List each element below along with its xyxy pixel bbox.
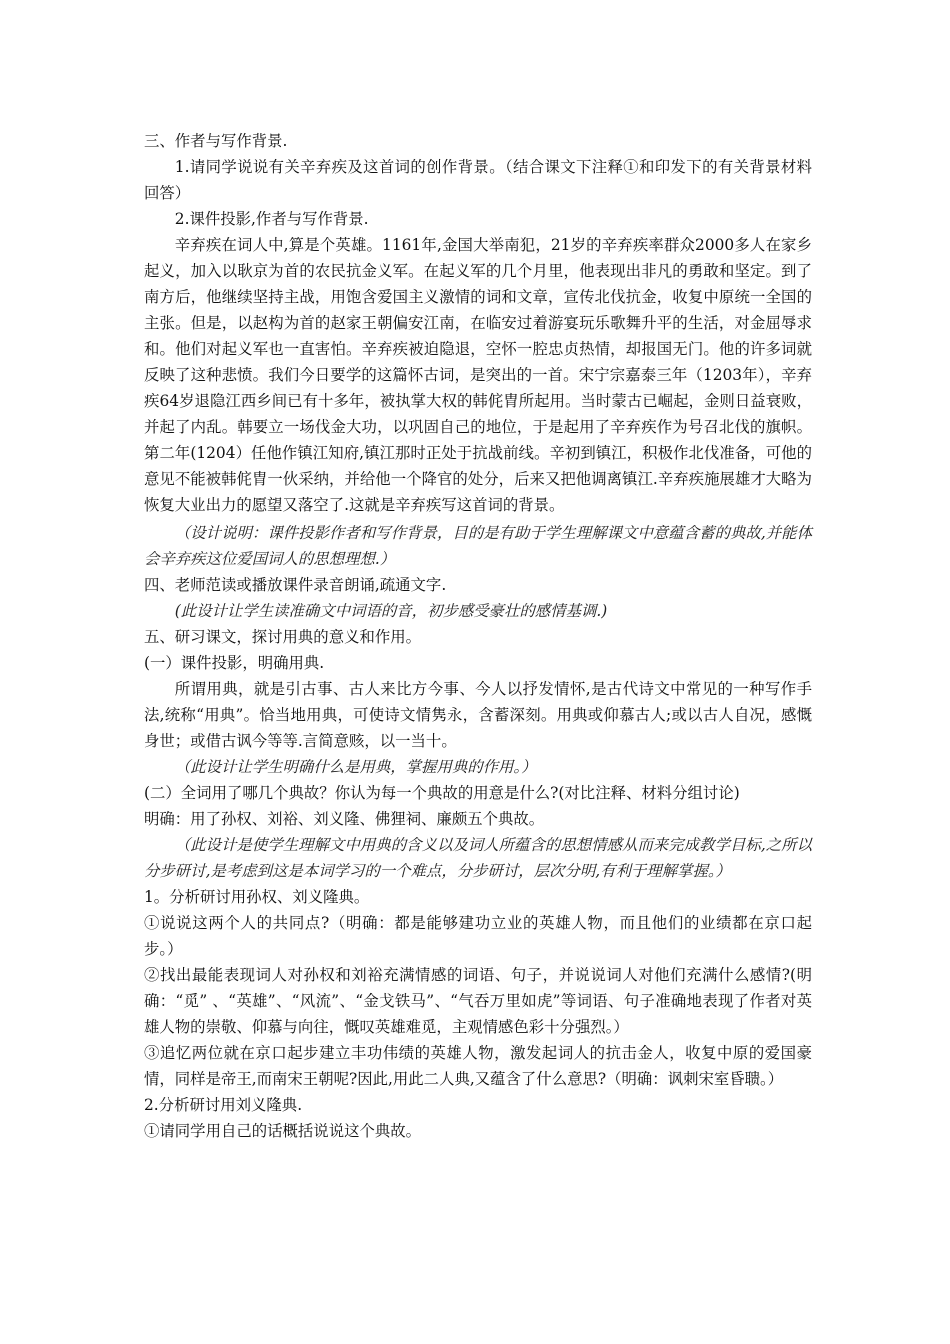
list-item: ①说说这两个人的共同点?（明确：都是能够建功立业的英雄人物，而且他们的业绩都在京口起步。） bbox=[144, 914, 812, 958]
item-title: 1。分析研讨用孙权、刘义隆典。 bbox=[144, 888, 370, 906]
design-note: （设计说明：课件投影作者和写作背景，目的是有助于学生理解课文中意蕴含蓄的典故,并能体会辛弃疾这位爱国词人的思想理想.） bbox=[144, 524, 812, 568]
background-paragraph: 辛弃疾在词人中,算是个英雄。1161年,金国大举南犯，21岁的辛弃疾率群众2000多人在家乡起义，加入以耿京为首的农民抗金义军。在起义军的几个月里，他表现出非凡的勇敢和坚定。到了南方后，他继续坚持主战，用饱含爱国主义激情的词和文章，宣传北伐抗金，收复中原统一全国的主张。但是，以赵构为首的赵家王朝偏安江南，在临安过着游宴玩乐歌舞升平的生活，对金屈辱求和。他们对起义军也一直害怕。辛弃疾被迫隐退，空怀一腔忠贞热情，却报国无门。他的许多词就反映了这种悲愤。我们今日要学的这篇怀古词，是突出的一首。宋宁宗嘉泰三年（1203年），辛弃疾64岁退隐江西乡间已有十多年，被执掌大权的韩侂胄所起用。当时蒙古已崛起，金则日益衰败，并起了内乱。韩要立一场伐金大功，以巩固自己的地位，于是起用了辛弃疾作为号召北伐的旗帜。第二年(1204）任他作镇江知府,镇江那时正处于抗战前线。辛初到镇江，积极作北伐准备，可他的意见不能被韩侂胄一伙采纳，并给他一个降官的处分，后来又把他调离镇江.辛弃疾施展雄才大略为恢复大业出力的愿望又落空了.这就是辛弃疾写这首词的背景。 bbox=[144, 236, 812, 514]
question-paragraph: 2.课件投影,作者与写作背景. bbox=[174, 210, 369, 228]
document-page bbox=[144, 128, 812, 1144]
subsection-title: (二）全词用了哪几个典故？你认为每一个典故的用意是什么?(对比注释、材料分组讨论) bbox=[144, 784, 740, 802]
list-item: ③追忆两位就在京口起步建立丰功伟绩的英雄人物，激发起词人的抗击金人，收复中原的爱国豪情，同样是帝王,而南宋王朝呢?因此,用此二人典,又蕴含了什么意思?（明确：讽刺宋室昏聩。） bbox=[144, 1044, 812, 1088]
design-note: (此设计让学生读准确文中词语的音，初步感受豪壮的感情基调.) bbox=[174, 602, 608, 620]
answer-paragraph: 明确：用了孙权、刘裕、刘义隆、佛狸祠、廉颇五个典故。 bbox=[144, 810, 545, 828]
body-paragraph: 所谓用典，就是引古事、古人来比方今事、今人以抒发情怀,是古代诗文中常见的一种写作手法,统称“用典”。恰当地用典，可使诗文情隽永，含蓄深刻。用典或仰慕古人;或以古人自况，感慨身世；或借古讽今等等.言简意赅，以一当十。 bbox=[144, 680, 812, 750]
design-note: （此设计让学生明确什么是用典，掌握用典的作用。） bbox=[174, 758, 537, 776]
subsection-title: (一）课件投影，明确用典. bbox=[144, 654, 325, 672]
question-paragraph: 1.请同学说说有关辛弃疾及这首词的创作背景。（结合课文下注释①和印发下的有关背景材料回答） bbox=[144, 158, 812, 202]
item-title: 2.分析研讨用刘义隆典. bbox=[144, 1096, 303, 1114]
design-note: （此设计是使学生理解文中用典的含义以及词人所蕴含的思想情感从而来完成教学目标,之所以分步研讨,是考虑到这是本词学习的一个难点，分步研讨，层次分明,有利于理解掌握。） bbox=[144, 836, 812, 880]
section-title: 四、老师范读或播放课件录音朗诵,疏通文字. bbox=[144, 576, 447, 594]
list-item: ①请同学用自己的话概括说说这个典故。 bbox=[144, 1122, 422, 1140]
list-item: ②找出最能表现词人对孙权和刘裕充满情感的词语、句子，并说说词人对他们充满什么感情?(明确：“觅” 、“英雄”、“风流”、“金戈铁马”、“气吞万里如虎”等词语、句子准确地表现了作者对英雄人物的崇敬、仰慕与向往，慨叹英雄难觅，主观情感色彩十分强烈。） bbox=[144, 966, 812, 1036]
section-title: 五、研习课文，探讨用典的意义和作用。 bbox=[144, 628, 422, 646]
section-title: 三、作者与写作背景. bbox=[144, 132, 288, 150]
